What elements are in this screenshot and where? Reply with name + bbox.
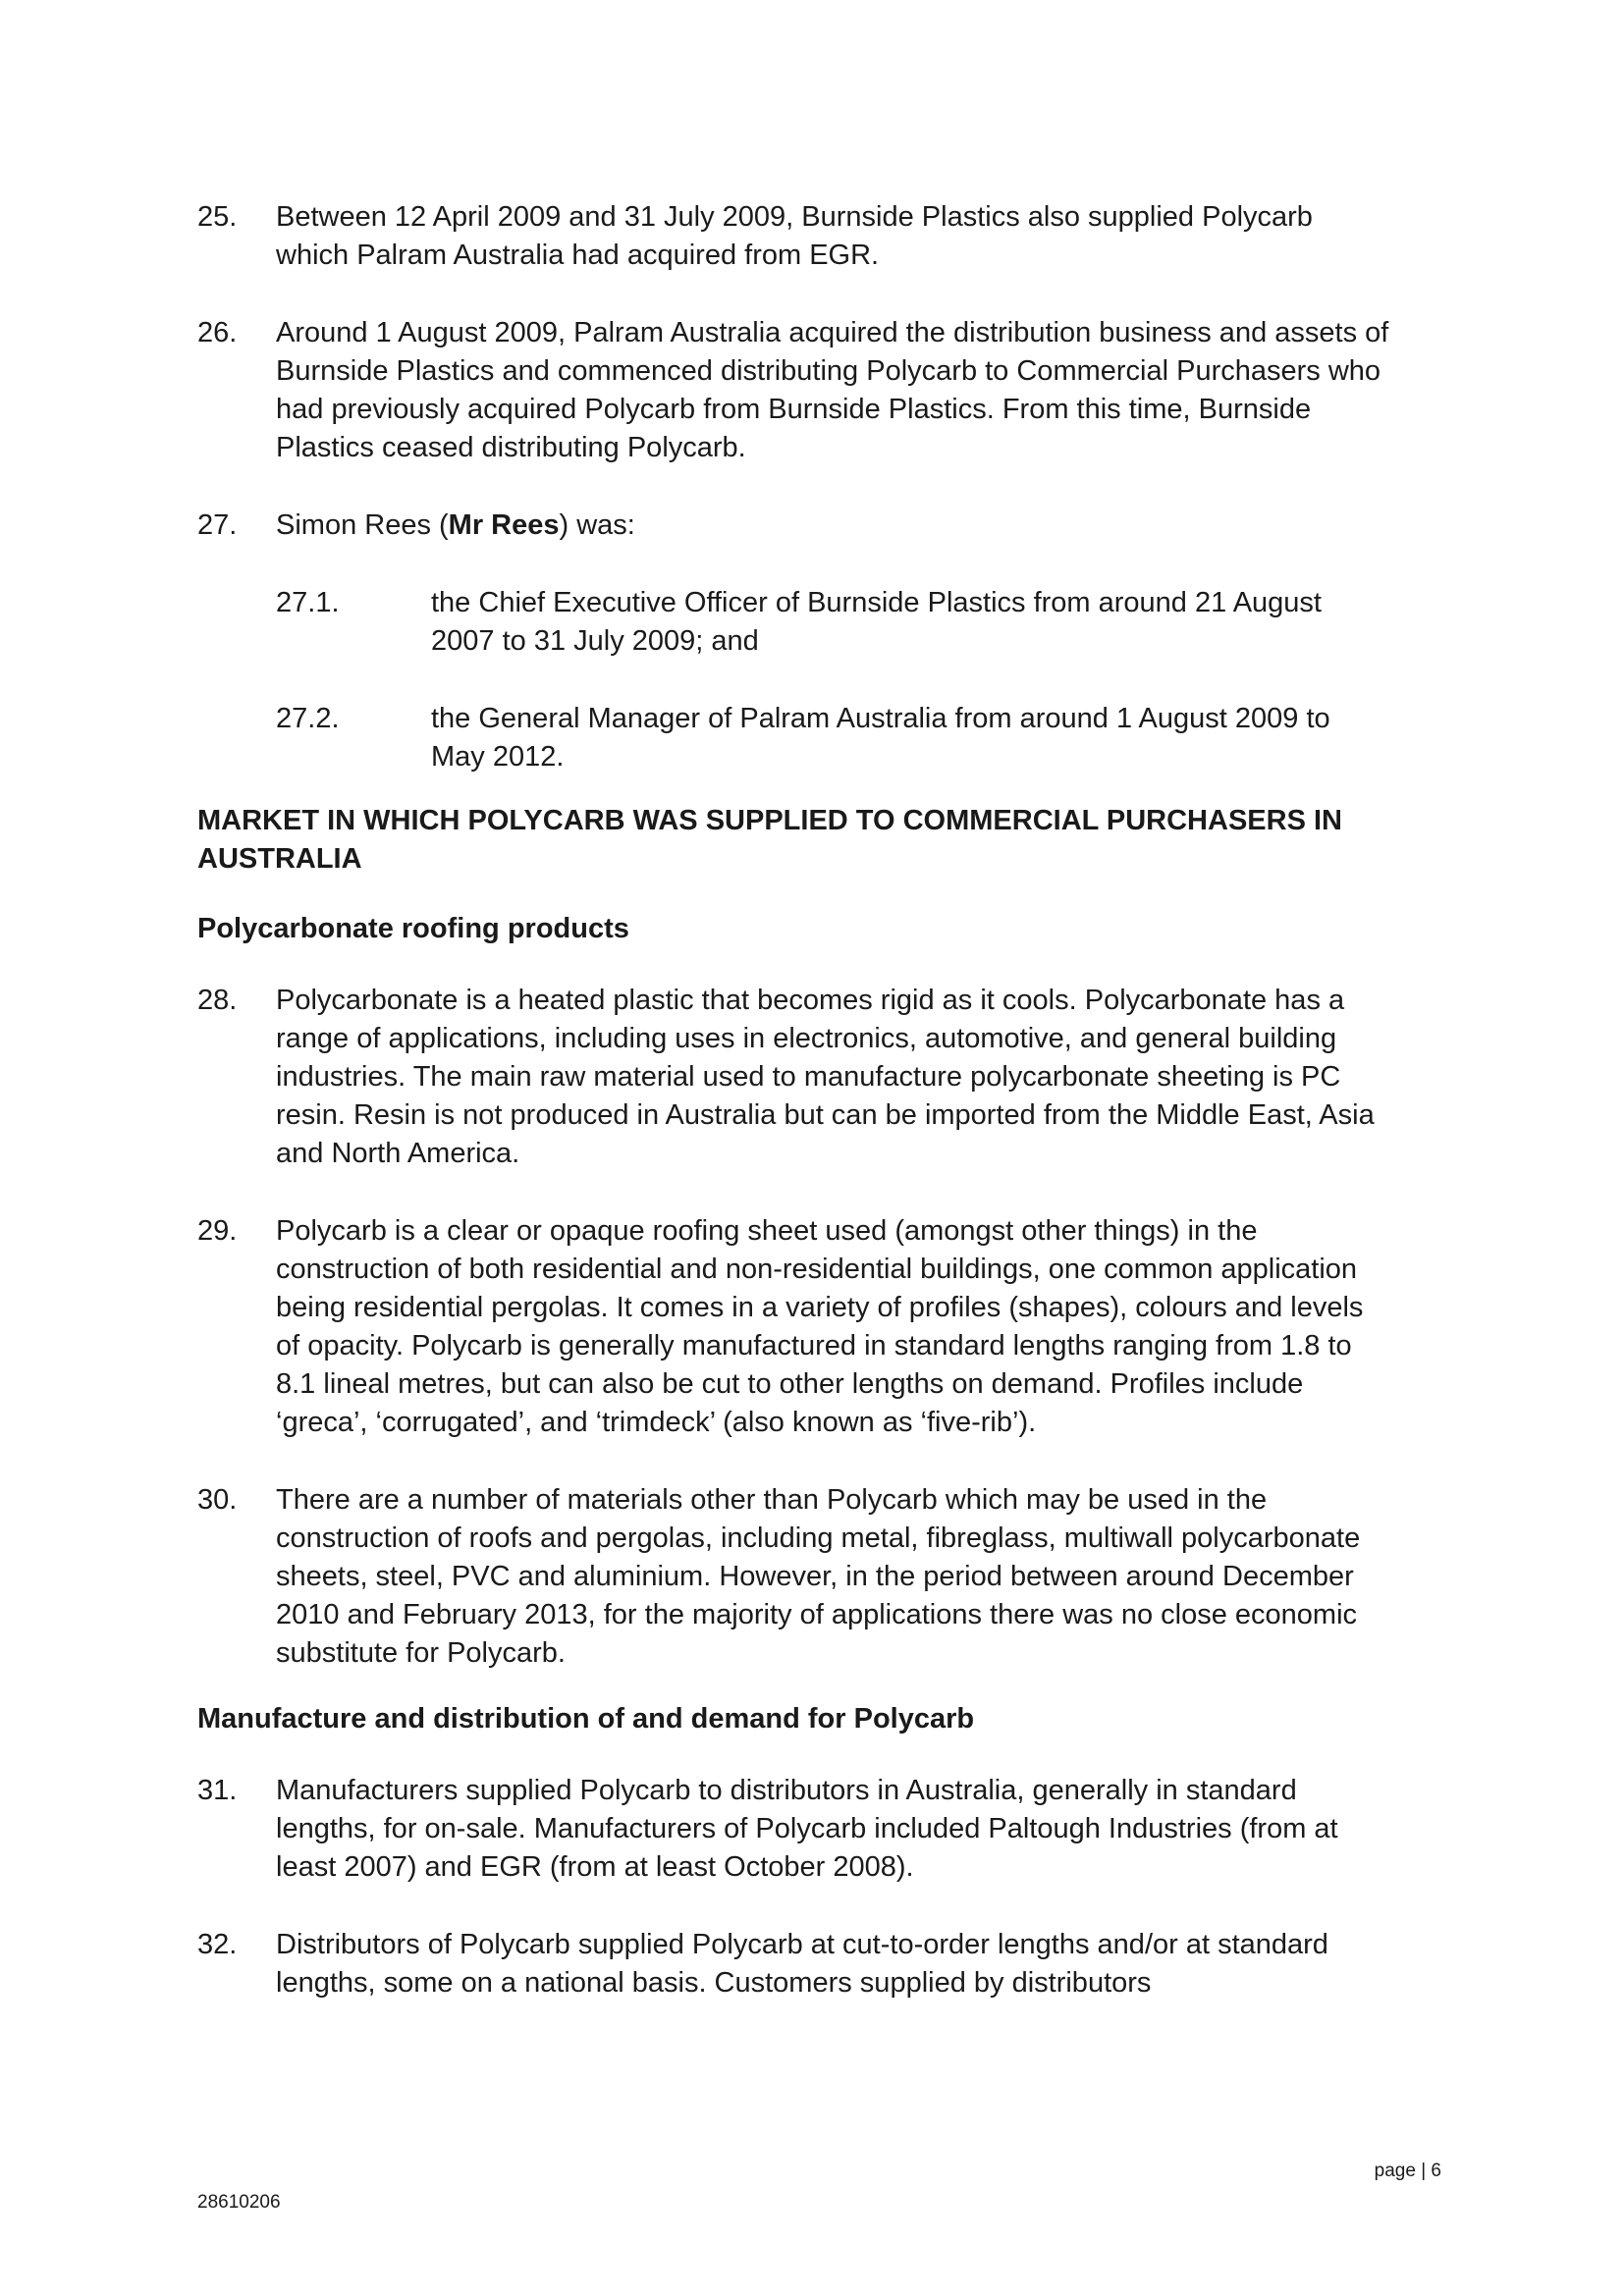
paragraph-28 — [197, 982, 1390, 1173]
paragraph-text: There are a number of materials other than Polycarb which may be used in the construction of roofs and pergolas, including metal, fibreglass, multiwall polycarbonate sheets, steel, PVC and aluminium. However, in the period between around December 2010 and February 2013, for the majority of applications there was no close economic substitute for Polycarb. — [276, 1484, 1361, 1669]
paragraph-text: Polycarb is a clear or opaque roofing sheet used (amongst other things) in the construction of both residential and non-residential buildings, one common application being residential pergolas. It comes in a variety of profiles (shapes), colours and levels of opacity. Polycarb is generally manufactured in standard lengths ranging from 1.8 to 8.1 lineal metres, but can also be cut to other lengths on demand. Profiles include ‘greca’, ‘corrugated’, and ‘trimdeck’ (also known as ‘five-rib’). — [276, 1215, 1364, 1438]
paragraph-text: Distributors of Polycarb supplied Polycarb at cut-to-order lengths and/or at standard lengths, some on a national basis. Customers supplied by distributors — [276, 1929, 1328, 1999]
page-number: page | 6 — [1374, 2161, 1441, 2181]
subheading-manufacture-distribution: Manufacture and distribution of and demand for Polycarb — [197, 1703, 975, 1735]
paragraph-number: 32. — [197, 1929, 238, 1960]
paragraph-26 — [197, 314, 1390, 467]
section-heading-market: MARKET IN WHICH POLYCARB WAS SUPPLIED TO COMMERCIAL PURCHASERS IN AUSTRALIA — [197, 805, 1342, 875]
subparagraph-number: 27.1. — [276, 587, 340, 618]
paragraph-text: Manufacturers supplied Polycarb to distributors in Australia, generally in standard lengths, for on-sale. Manufacturers of Polycarb included Paltough Industries (from at least 2007) and EGR (from at least October 2008). — [276, 1775, 1338, 1883]
paragraph-29 — [197, 1212, 1390, 1442]
paragraph-25 — [197, 198, 1390, 275]
paragraph-number: 31. — [197, 1775, 238, 1806]
paragraph-text: Around 1 August 2009, Palram Australia acquired the distribution business and assets of Burnside Plastics and commenced distributing Polycarb to Commercial Purchasers who had previously acquired Polycarb from Burnside Plastics. From this time, Burnside Plastics ceased distributing Polycarb. — [276, 317, 1389, 463]
paragraph-30 — [197, 1481, 1390, 1673]
paragraph-text-after: ) was: — [559, 509, 635, 541]
document-reference-number: 28610206 — [197, 2192, 281, 2213]
paragraph-number: 27. — [197, 509, 238, 541]
paragraph-number: 30. — [197, 1484, 238, 1516]
paragraph-27 — [197, 507, 1390, 545]
subparagraph-text: the Chief Executive Officer of Burnside Plastics from around 21 August 2007 to 31 July 2009; and — [431, 587, 1322, 657]
paragraph-number: 28. — [197, 985, 238, 1016]
paragraph-number: 25. — [197, 201, 238, 233]
paragraph-32 — [197, 1926, 1390, 2002]
paragraph-number: 26. — [197, 317, 238, 348]
subparagraph-number: 27.2. — [276, 703, 340, 734]
paragraph-number: 29. — [197, 1215, 238, 1247]
paragraph-31 — [197, 1772, 1390, 1887]
paragraph-27-1 — [276, 584, 1390, 661]
paragraph-text: Polycarbonate is a heated plastic that becomes rigid as it cools. Polycarbonate has a range of applications, including uses in electronics, automotive, and general building industries. The main raw material used to manufacture polycarbonate sheeting is PC resin. Resin is not produced in Australia but can be imported from the Middle East, Asia and North America. — [276, 985, 1375, 1169]
subparagraph-text: the General Manager of Palram Australia from around 1 August 2009 to May 2012. — [431, 703, 1330, 773]
paragraph-text: Between 12 April 2009 and 31 July 2009, Burnside Plastics also supplied Polycarb which Palram Australia had acquired from EGR. — [276, 201, 1313, 271]
paragraph-text-before: Simon Rees ( — [276, 509, 449, 541]
subheading-roofing-products: Polycarbonate roofing products — [197, 913, 629, 944]
document-body — [197, 198, 1390, 2042]
paragraph-27-2 — [276, 700, 1390, 776]
defined-term: Mr Rees — [448, 509, 560, 541]
